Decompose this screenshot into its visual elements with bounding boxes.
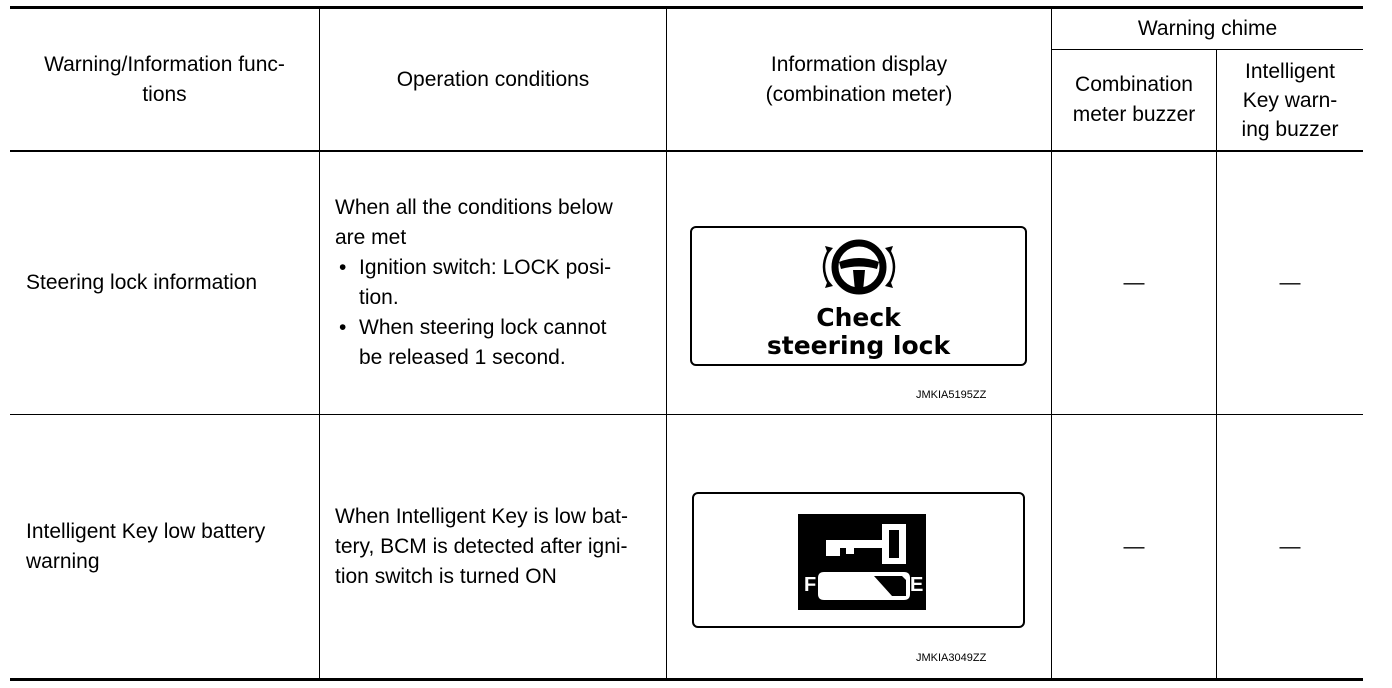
- table-bottom-rule: [10, 678, 1363, 681]
- warning-table: [10, 0, 1363, 688]
- condition-bullet: • When steering lock cannot be released 1 second.: [335, 313, 613, 373]
- steering-wheel-icon: [809, 236, 909, 300]
- row2-condition: When Intelligent Key is low bat- tery, BCM is detected after igni- tion switch is turned ON: [335, 504, 628, 588]
- header-conditions: Operation conditions: [396, 67, 590, 91]
- header-display: Information display (combination meter): [765, 52, 953, 106]
- row1-chime-key: —: [1279, 271, 1301, 294]
- header-functions: Warning/Information func- tions: [44, 52, 285, 106]
- key-battery-icon-panel: [798, 514, 926, 610]
- gauge-empty-label: E: [910, 574, 924, 596]
- row1-condition: When all the conditions below are met • Ignition switch: LOCK posi- tion. • When steering lock cannot be released 1 second.: [335, 152, 665, 414]
- display-steering-lock-text: steering lock: [766, 331, 951, 360]
- display-check-text: Check: [816, 303, 901, 332]
- gauge-full-label: F: [804, 574, 817, 596]
- row2-chime-combination: —: [1123, 534, 1145, 558]
- image-code: JMKIA5195ZZ: [916, 389, 987, 401]
- row2-chime-key: —: [1279, 534, 1301, 558]
- header-warning-chime: Warning chime: [1137, 17, 1278, 40]
- key-battery-display: [692, 492, 1025, 628]
- row1-chime-combination: —: [1123, 271, 1145, 294]
- battery-gauge-icon: [798, 514, 926, 610]
- row2-function: Intelligent Key low battery warning: [26, 519, 266, 573]
- steering-lock-display: [690, 226, 1027, 366]
- image-code: JMKIA3049ZZ: [916, 652, 987, 664]
- header-key-warning-buzzer: Intelligent Key warn- ing buzzer: [1241, 59, 1339, 141]
- row1-function: Steering lock information: [26, 271, 258, 294]
- header-combination-buzzer: Combination meter buzzer: [1072, 73, 1196, 126]
- condition-bullet: • Ignition switch: LOCK posi- tion.: [335, 253, 613, 313]
